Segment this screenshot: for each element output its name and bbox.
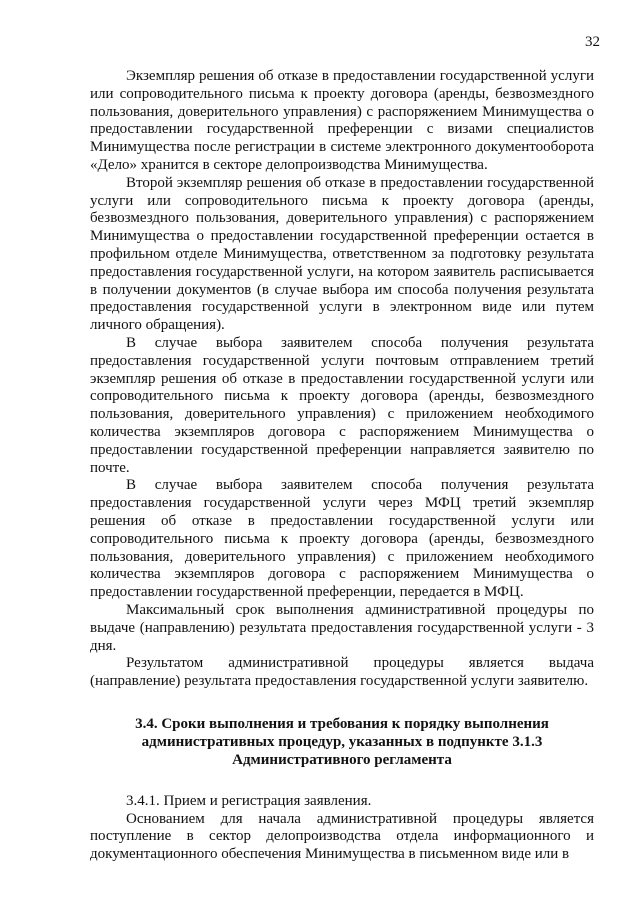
- subsection-title: 3.4.1. Прием и регистрация заявления.: [126, 792, 372, 809]
- paragraph-max-duration: Максимальный срок выполнения административной процедуры по выдаче (направлению) результата предоставления государственной услуги - 3 дня.: [90, 601, 594, 654]
- section-heading-line-3: Административного регламента: [232, 751, 452, 768]
- paragraph-second-copy: Второй экземпляр решения об отказе в предоставлении государственной услуги или сопроводительного письма к проекту договора (аренды, безвозмездного пользования, доверительного управления) с распоряжением Минимущества о предоставлении государственной преференции остается в профильном отделе Минимущества, ответственном за подготовку результата предоставления государственной услуги, на котором заявитель расписывается в получении документов (в случае выбора им способа получения результата предоставления государственной услуги в электронном виде или путем личного обращения).: [90, 174, 594, 334]
- document-body: [90, 68, 594, 864]
- section-heading-line-1: 3.4. Сроки выполнения и требования к порядку выполнения: [135, 715, 549, 732]
- section-heading-line-2: административных процедур, указанных в подпункте 3.1.3: [141, 733, 543, 750]
- paragraph-procedure-basis: Основанием для начала административной процедуры является поступление в сектор делопроизводства отдела информационного и документационного обеспечения Минимущества в письменном виде или в: [90, 810, 594, 863]
- paragraph-procedure-result: Результатом административной процедуры является выдача (направление) результата предоставления государственной услуги заявителю.: [90, 655, 594, 690]
- page-number: 32: [585, 34, 600, 50]
- paragraph-postal-delivery: В случае выбора заявителем способа получения результата предоставления государственной услуги почтовым отправлением третий экземпляр решения об отказе в предоставлении государственной услуги или сопроводительного письма к проекту договора (аренды, безвозмездного пользования, доверительного управления) с приложением необходимого количества экземпляров договора с распоряжением Минимущества о предоставлении государственной преференции направляется заявителю по почте.: [90, 334, 594, 476]
- paragraph-mfc-delivery: В случае выбора заявителем способа получения результата предоставления государственной услуги через МФЦ третий экземпляр решения об отказе в предоставлении государственной услуги или сопроводительного письма к проекту договора (аренды, безвозмездного пользования, доверительного управления) с приложением необходимого количества экземпляров договора с распоряжением Минимущества о предоставлении государственной преференции, передается в МФЦ.: [90, 477, 594, 601]
- section-heading: [90, 715, 594, 769]
- paragraph-archive-copy: Экземпляр решения об отказе в предоставлении государственной услуги или сопроводительного письма к проекту договора (аренды, безвозмездного пользования, доверительного управления) с распоряжением Минимущества о предоставлении государственной преференции с визами специалистов Минимущества после регистрации в системе электронного документооборота «Дело» хранится в секторе делопроизводства Минимущества.: [90, 68, 594, 173]
